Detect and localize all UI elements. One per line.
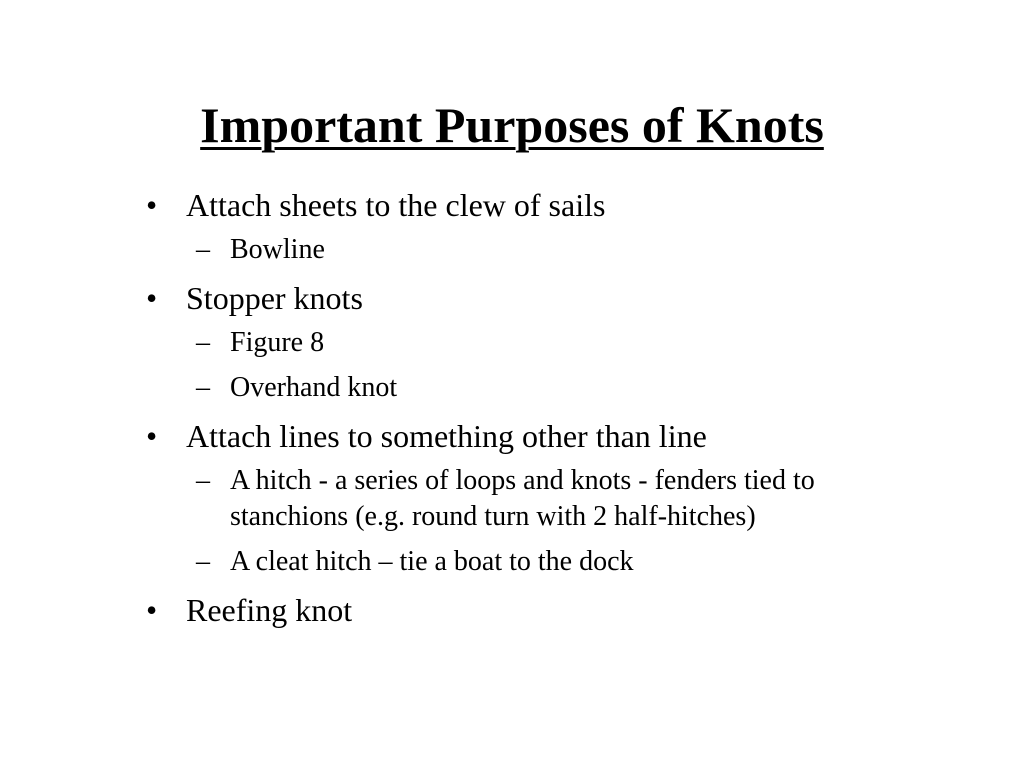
sub-item-cleat-hitch bbox=[140, 544, 930, 580]
sub-list-wrap bbox=[140, 232, 940, 268]
bullet-icon: • bbox=[146, 280, 158, 316]
slide-title: Important Purposes of Knots bbox=[200, 97, 824, 153]
bullet-list bbox=[140, 184, 940, 637]
dash-icon: – bbox=[196, 234, 210, 265]
sub-item-hitch bbox=[140, 463, 930, 535]
sub-item-text: Bowline bbox=[230, 234, 325, 265]
dash-icon: – bbox=[196, 327, 210, 358]
bullet-item-reefing-knot bbox=[140, 589, 940, 631]
sub-list-wrap bbox=[140, 463, 940, 580]
sub-item-figure-8 bbox=[140, 325, 930, 361]
bullet-item-stopper-knots bbox=[140, 277, 940, 319]
bullet-text: Attach sheets to the clew of sails bbox=[186, 187, 606, 223]
sub-item-text: Overhand knot bbox=[230, 372, 398, 403]
sub-list bbox=[140, 325, 940, 406]
bullet-icon: • bbox=[146, 418, 158, 454]
bullet-text: Stopper knots bbox=[186, 280, 363, 316]
bullet-icon: • bbox=[146, 592, 158, 628]
sub-item-overhand-knot bbox=[140, 370, 930, 406]
bullet-text: Reefing knot bbox=[186, 592, 353, 628]
bullet-item-attach-lines bbox=[140, 415, 940, 457]
sub-list bbox=[140, 232, 940, 268]
sub-item-bowline bbox=[140, 232, 930, 268]
sub-item-text: Figure 8 bbox=[230, 327, 325, 358]
sub-item-text: A cleat hitch – tie a boat to the dock bbox=[230, 546, 634, 577]
sub-list bbox=[140, 463, 940, 580]
sub-list-wrap bbox=[140, 325, 940, 406]
sub-item-text: A hitch - a series of loops and knots - fenders tied to stanchions (e.g. round turn with 2 half-hitches) bbox=[230, 465, 815, 532]
bullet-icon: • bbox=[146, 187, 158, 223]
bullet-text: Attach lines to something other than line bbox=[186, 418, 707, 454]
dash-icon: – bbox=[196, 372, 210, 403]
dash-icon: – bbox=[196, 465, 210, 496]
dash-icon: – bbox=[196, 546, 210, 577]
bullet-item-attach-sheets bbox=[140, 184, 940, 226]
